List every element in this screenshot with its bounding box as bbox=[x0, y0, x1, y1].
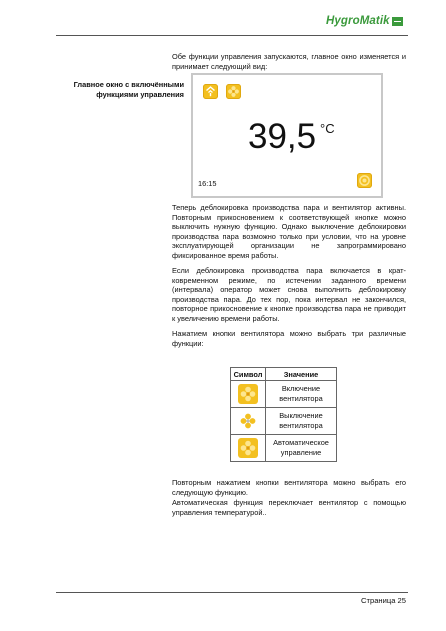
page-number: Страница 25 bbox=[361, 596, 406, 605]
temperature-value: 39,5 bbox=[248, 117, 317, 156]
table-row bbox=[231, 408, 337, 435]
fan-auto-icon[interactable] bbox=[357, 173, 372, 188]
logo-badge-icon bbox=[392, 17, 403, 26]
main-window-screen bbox=[191, 73, 383, 198]
table-cell-value: Выключение вентилятора bbox=[266, 408, 337, 435]
paragraph-fan-functions: Нажатием кнопки вентилятора можно выбрать три различные функции: bbox=[172, 329, 406, 348]
table-row bbox=[231, 381, 337, 408]
fan-on-icon bbox=[238, 384, 258, 404]
paragraph-auto-function: Автоматическая функция переключает вентилятор с помощью управления температурой.. bbox=[172, 498, 406, 517]
temperature-unit: °C bbox=[320, 121, 335, 136]
side-label: Главное окно с включёнными функциями управления bbox=[73, 80, 184, 99]
footer-rule bbox=[56, 592, 408, 593]
table-cell-value: Включение вентилятора bbox=[266, 381, 337, 408]
table-header-row bbox=[231, 368, 337, 381]
symbol-table bbox=[230, 367, 337, 462]
paragraph-unlock: Теперь деблокировка производства пара и вентилятор активны. Повторным прикосновением к соответствующей кнопке можно выключить нужную функцию. Однако выключение деблокировки производства пара возможно только при условии, что на уровне эксплуатирующей организации не запрограммировано фиксированное время работы. bbox=[172, 203, 406, 260]
fan-off-icon bbox=[238, 411, 258, 431]
logo-text: HygroMatik bbox=[326, 15, 390, 27]
header-rule bbox=[56, 35, 408, 36]
fan-on-icon[interactable] bbox=[226, 84, 241, 99]
logo bbox=[326, 14, 403, 28]
paragraph-short-mode: Если деблокировка производства пара включается в кратковременном режиме, по истечении заданного времени (интервала) оператор может снова выполнить деблокировку производства пара. До тех пор, пока интервал не закончился, повторное прикосновение к кнопке производства пара не приводит к увеличению времени работы. bbox=[172, 266, 406, 323]
steam-unlock-icon[interactable] bbox=[203, 84, 218, 99]
column-header-symbol: Символ bbox=[231, 368, 266, 381]
intro-paragraph: Обе функции управления запускаются, главное окно изменяется и принимает следующий вид: bbox=[172, 52, 406, 71]
table-row bbox=[231, 435, 337, 462]
table-cell-value: Автоматическое управление bbox=[266, 435, 337, 462]
column-header-value: Значение bbox=[266, 368, 337, 381]
clock-time: 16:15 bbox=[198, 179, 217, 188]
fan-auto-icon bbox=[238, 438, 258, 458]
paragraph-repeat-press: Повторным нажатием кнопки вентилятора можно выбрать его следующую функцию. bbox=[172, 478, 406, 497]
